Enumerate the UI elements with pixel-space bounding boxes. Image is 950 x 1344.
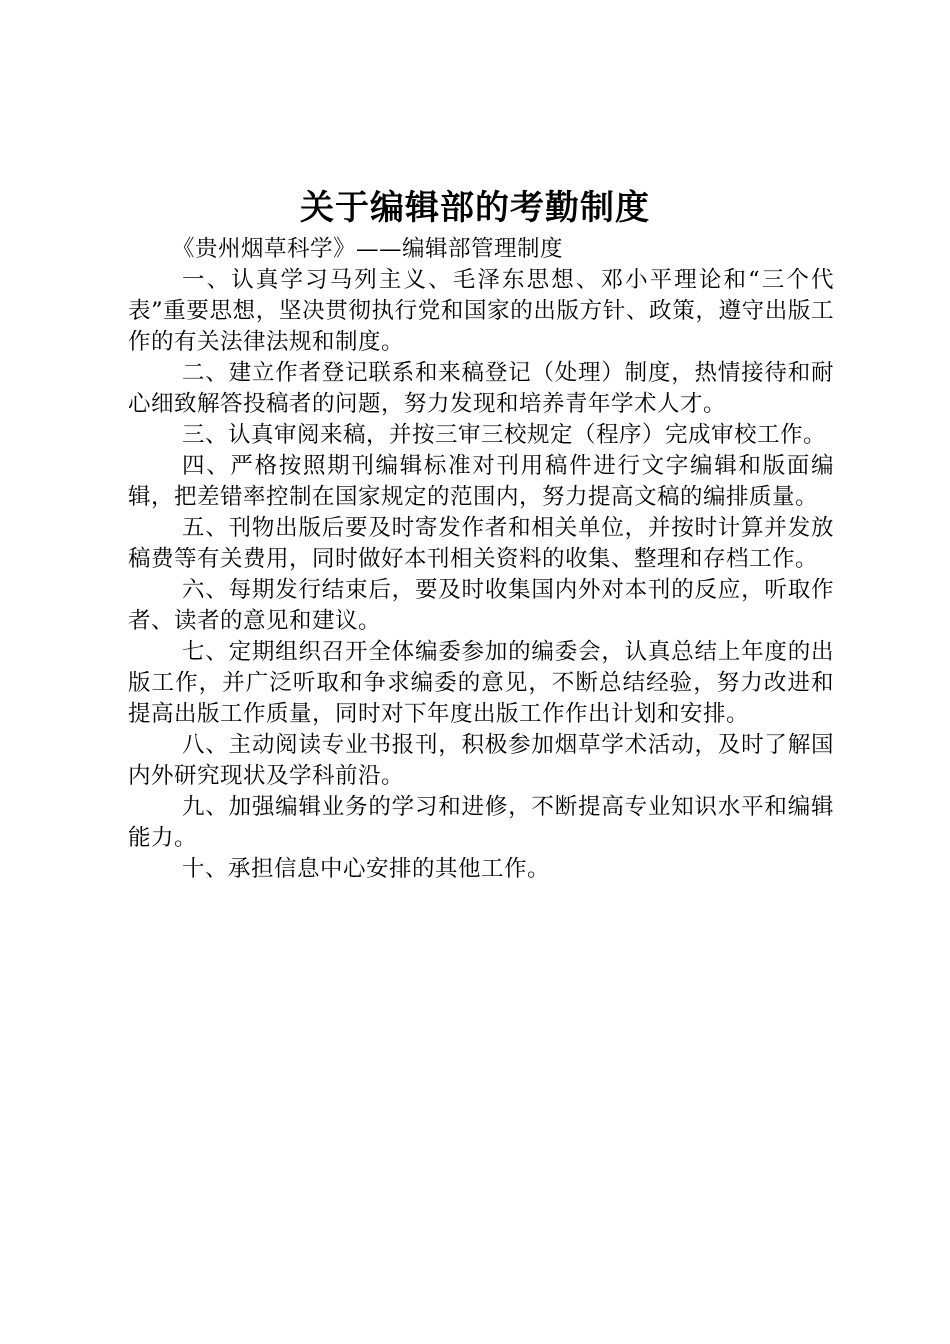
- paragraph-1: 一、认真学习马列主义、毛泽东思想、邓小平理论和“三个代表”重要思想，坚决贯彻执行党和国家的出版方针、政策，遵守出版工作的有关法律法规和制度。: [128, 267, 834, 355]
- paragraph-10: 十、承担信息中心安排的其他工作。: [182, 856, 551, 882]
- paragraph-6: 六、每期发行结束后，要及时收集国内外对本刊的反应，听取作者、读者的意见和建议。: [128, 577, 834, 634]
- paragraph-2: 二、建立作者登记联系和来稿登记（处理）制度，热情接待和耐心细致解答投稿者的问题，努力发现和培养青年学术人才。: [128, 360, 834, 417]
- document-title: 关于编辑部的考勤制度: [300, 188, 650, 228]
- paragraph-8: 八、主动阅读专业书报刊，积极参加烟草学术活动，及时了解国内外研究现状及学科前沿。: [128, 732, 834, 789]
- paragraph-9: 九、加强编辑业务的学习和进修，不断提高专业知识水平和编辑能力。: [128, 794, 834, 851]
- paragraph-4: 四、严格按照期刊编辑标准对刊用稿件进行文字编辑和版面编辑，把差错率控制在国家规定的范围内，努力提高文稿的编排质量。: [128, 453, 834, 510]
- paragraph-7: 七、定期组织召开全体编委参加的编委会，认真总结上年度的出版工作，并广泛听取和争求编委的意见，不断总结经验，努力改进和提高出版工作质量，同时对下年度出版工作作出计划和安排。: [128, 639, 834, 727]
- document-body: [128, 234, 834, 885]
- paragraph-5: 五、刊物出版后要及时寄发作者和相关单位，并按时计算并发放稿费等有关费用，同时做好本刊相关资料的收集、整理和存档工作。: [128, 515, 834, 572]
- document-subtitle: 《贵州烟草科学》——编辑部管理制度: [172, 236, 564, 262]
- paragraph-3: 三、认真审阅来稿，并按三审三校规定（程序）完成审校工作。: [182, 422, 827, 448]
